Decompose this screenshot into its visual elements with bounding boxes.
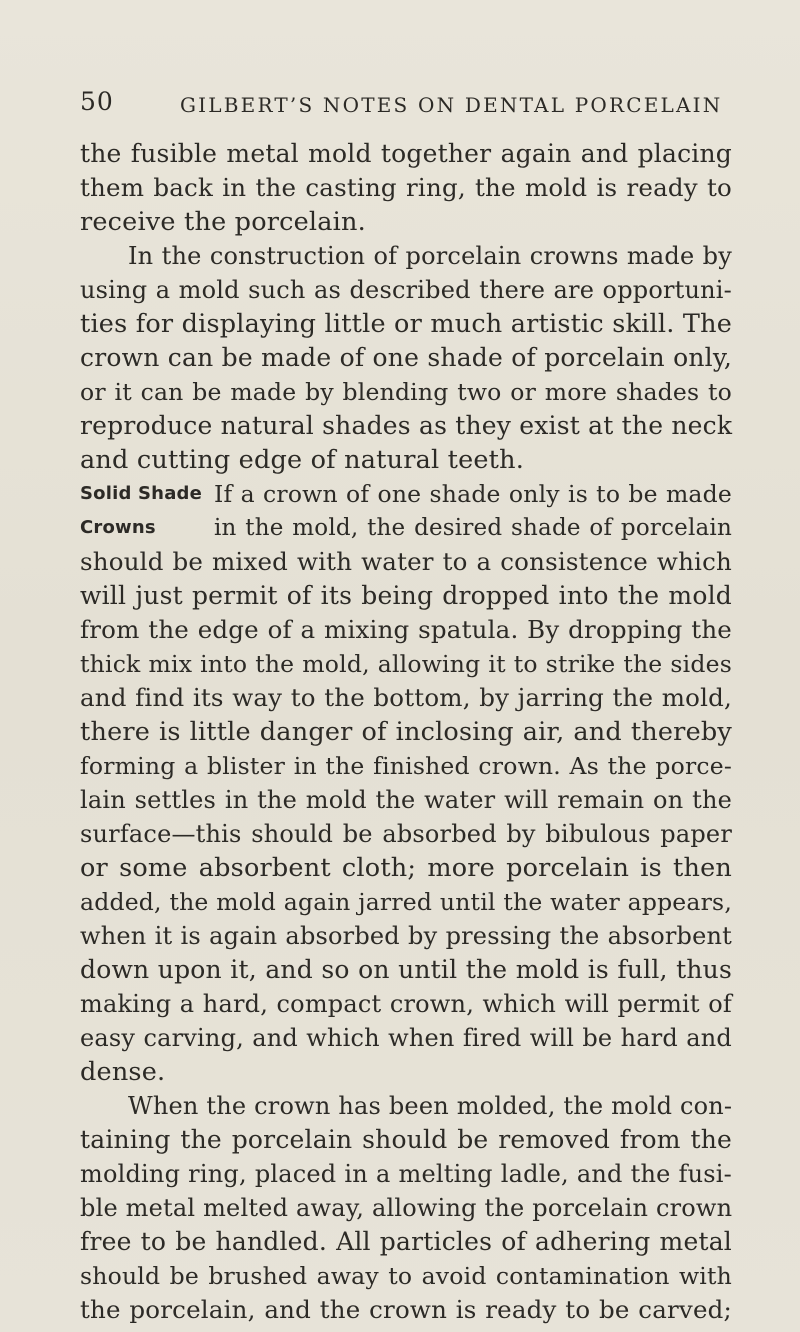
text-line: should be mixed with water to a consistence which: [80, 547, 732, 576]
text-line: taining the porcelain should be removed from the: [80, 1125, 732, 1154]
text-line: thick mix into the mold, allowing it to strike the sides: [80, 650, 732, 678]
text-line: them back in the casting ring, the mold is ready to: [80, 173, 732, 202]
text-line: should be brushed away to avoid contamination with: [80, 1262, 732, 1290]
text-line: forming a blister in the finished crown. As the porce-: [80, 752, 732, 780]
text-line: and find its way to the bottom, by jarring the mold,: [80, 683, 732, 712]
text-line: When the crown has been molded, the mold con-: [128, 1092, 733, 1120]
text-line: making a hard, compact crown, which will permit of: [80, 990, 732, 1018]
text-line: receive the porcelain.: [80, 207, 366, 237]
page-number: 50: [80, 87, 114, 116]
text-line: there is little danger of inclosing air, and thereby: [80, 717, 732, 747]
text-line: when it is again absorbed by pressing the absorbent: [80, 922, 732, 950]
text-line: lain settles in the mold the water will remain on the: [80, 786, 732, 814]
running-title: GILBERT’S NOTES ON DENTAL PORCELAIN: [180, 93, 723, 117]
text-line: will just permit of its being dropped into the mold: [80, 581, 732, 610]
text-line: from the edge of a mixing spatula. By dropping the: [80, 615, 732, 644]
text-line: reproduce natural shades as they exist at the neck: [80, 411, 733, 440]
side-note-crowns: Crowns: [80, 517, 156, 538]
text-line: easy carving, and which when fired will be hard and: [80, 1024, 732, 1052]
text-line: using a mold such as described there are opportuni-: [80, 276, 732, 304]
text-line: If a crown of one shade only is to be made: [214, 480, 732, 508]
text-line: the porcelain, and the crown is ready to be carved;: [80, 1295, 732, 1324]
text-line: surface—this should be absorbed by bibulous paper: [80, 820, 732, 848]
running-head: [80, 86, 723, 126]
text-line: molding ring, placed in a melting ladle, and the fusi-: [80, 1160, 732, 1188]
text-line: down upon it, and so on until the mold is full, thus: [80, 955, 732, 984]
text-line: dense.: [80, 1057, 166, 1087]
text-line: crown can be made of one shade of porcelain only,: [80, 343, 732, 372]
text-line: in the mold, the desired shade of porcelain: [214, 515, 732, 541]
text-line: the fusible metal mold together again and placing: [80, 139, 732, 168]
text-line: or it can be made by blending two or more shades to: [80, 378, 732, 406]
text-line: ble metal melted away, allowing the porcelain crown: [80, 1194, 733, 1222]
text-line: ties for displaying little or much artistic skill. The: [80, 309, 732, 339]
text-line: or some absorbent cloth; more porcelain is then: [80, 853, 732, 883]
text-line: and cutting edge of natural teeth.: [80, 445, 525, 475]
text-line: In the construction of porcelain crowns made by: [128, 242, 732, 270]
text-line: added, the mold again jarred until the water appears,: [80, 888, 732, 916]
text-line: free to be handled. All particles of adhering metal: [80, 1227, 732, 1256]
side-note-solid-shade: Solid Shade: [80, 483, 203, 504]
